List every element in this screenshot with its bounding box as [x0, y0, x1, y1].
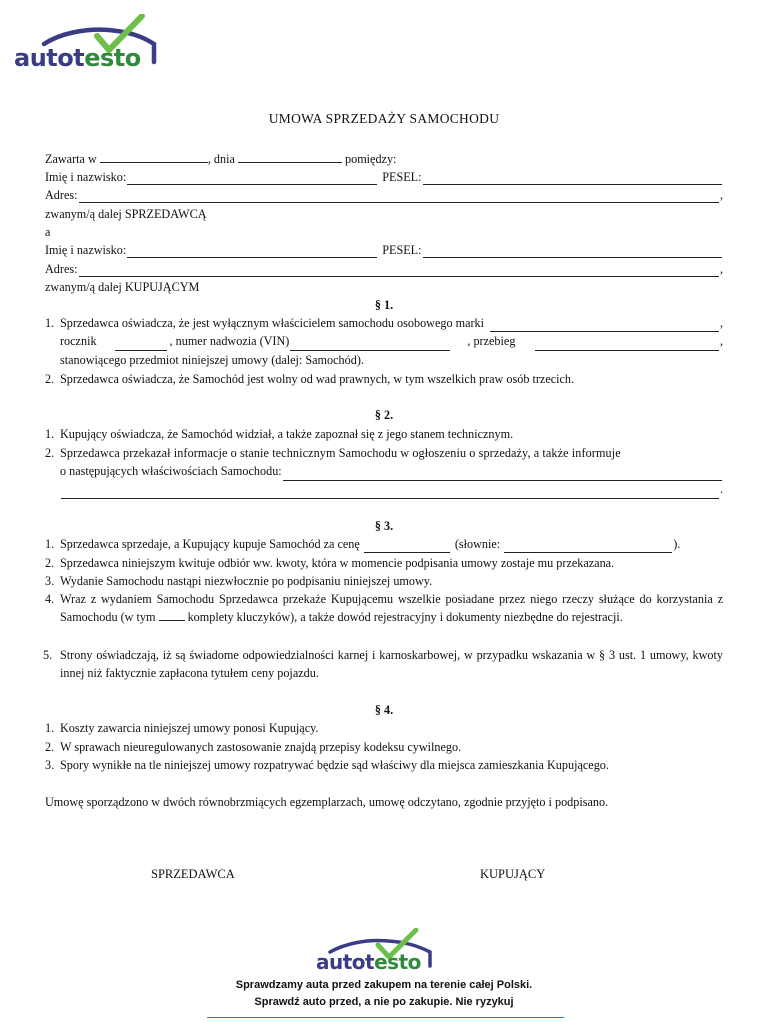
and-line: a: [45, 225, 51, 239]
s3-i4-text-a: Wraz z wydaniem Samochodu Sprzedawca przekaże Kupującemu wszelkie posiadane przez niego rzeczy służące do korzystania z Samochodu (w tym: [60, 592, 723, 625]
section-2-item-1: [45, 425, 723, 443]
seller-pesel-label: PESEL:: [382, 170, 422, 184]
seller-called-line: zwanym/ą dalej SPRZEDAWCĄ: [45, 207, 207, 221]
section-1-item-2: [45, 370, 723, 388]
section-4-item-3: [45, 756, 723, 774]
section-3-item-4: [45, 590, 723, 627]
s3-i2-text: Sprzedawca niniejszym kwituje odbiór ww. kwoty, która w momencie podpisania umowy zostaje mu przekazana.: [60, 556, 615, 570]
car-properties-field-2[interactable]: [61, 486, 719, 499]
buyer-name-label: Imię i nazwisko:: [45, 243, 127, 257]
buyer-address-row: Adres: ,: [45, 262, 723, 276]
price-field[interactable]: [364, 540, 450, 553]
seller-address-row: Adres: ,: [45, 188, 723, 202]
buyer-name-row: [45, 242, 723, 258]
s2-i1-text: Kupujący oświadcza, że Samochód widział, a także zapoznał się z jego stanem technicznym.: [60, 427, 514, 441]
document-title: UMOWA SPRZEDAŻY SAMOCHODU: [268, 111, 500, 126]
date-field[interactable]: [238, 151, 342, 163]
section-2-item-2: 2. Sprzedawca przekazał informacje o stanie technicznym Samochodu w ogłoszeniu o sprzedaży, a także informuje o następujących właściwościach Samochodu: .: [45, 444, 723, 499]
buyer-signature-label: KUPUJĄCY: [480, 867, 546, 881]
seller-address-field[interactable]: [79, 190, 719, 203]
between-label: pomiędzy:: [345, 152, 397, 166]
item-number: 3.: [45, 758, 55, 772]
seller-signature-label: SPRZEDAWCA: [151, 867, 235, 881]
closing-statement: Umowę sporządzono w dwóch równobrzmiących egzemplarzach, umowę odczytano, zgodnie przyjęto i podpisano.: [45, 795, 609, 809]
s1-i1-text-b: rocznik: [60, 334, 97, 349]
item-number: 1.: [45, 721, 55, 735]
section-1-heading: § 1.: [374, 298, 394, 312]
s3-i1-text-c: ).: [673, 537, 681, 551]
footer-divider: [207, 1017, 564, 1018]
s3-i4-text-b: komplety kluczyków), a także dowód rejestracyjny i dokumenty niezbędne do rejestracji.: [187, 610, 623, 625]
footer-tagline-2: Sprawdź auto przed, a nie po zakupie. Nie ryzykuj: [254, 996, 514, 1008]
s3-i1-text-b: (słownie:: [454, 537, 501, 551]
item-number: 2.: [45, 372, 55, 386]
s2-i2-text-b: o następujących właściwościach Samochodu:: [60, 464, 282, 479]
s1-i1-text-a: Sprzedawca oświadcza, że jest wyłącznym właścicielem samochodu osobowego marki: [60, 316, 485, 330]
footer-brand-logo[interactable]: [312, 928, 442, 978]
s4-i2-text: W sprawach nieuregulowanych zastosowanie znajdą przepisy kodeksu cywilnego.: [60, 740, 462, 754]
seller-address-label: Adres:: [45, 188, 78, 202]
buyer-pesel-label: PESEL:: [382, 243, 422, 257]
footer-brand-name-part2: esto: [374, 950, 421, 974]
brand-logo[interactable]: [14, 14, 164, 76]
section-4-heading: § 4.: [374, 703, 394, 717]
s3-i3-text: Wydanie Samochodu nastąpi niezwłocznie po podpisaniu niniejszej umowy.: [60, 574, 433, 588]
item-number: 2.: [45, 740, 55, 754]
section-2-heading: § 2.: [374, 408, 394, 422]
seller-name-row: [45, 169, 723, 185]
s4-i3-text: Spory wynikłe na tle niniejszej umowy rozpatrywać będzie sąd właściwy dla miejsca zamieszkania Kupującego.: [60, 758, 609, 772]
item-number: 4.: [45, 592, 55, 606]
contract-place-date-line: [45, 151, 396, 167]
car-properties-field[interactable]: [283, 468, 722, 481]
car-year-field[interactable]: [115, 338, 167, 351]
buyer-pesel-field[interactable]: [423, 245, 722, 258]
date-label: , dnia: [207, 152, 235, 166]
s1-i2-text: Sprzedawca oświadcza, że Samochód jest wolny od wad prawnych, w tym wszelkich praw osób trzecich.: [60, 372, 575, 386]
footer-brand-wordmark: [316, 950, 421, 974]
brand-wordmark: [14, 44, 141, 72]
section-1-item-1: 1. Sprzedawca oświadcza, że jest wyłącznym właścicielem samochodu osobowego marki , rocznik , numer nadwozia (VIN) , przebieg , stanowiącego przedmiot niniejszej umowy (dalej: Samochód).: [45, 314, 723, 369]
s3-i1-text-a: Sprzedawca sprzedaje, a Kupujący kupuje Samochód za cenę: [60, 537, 360, 551]
seller-name-field[interactable]: [127, 172, 377, 185]
item-number: 2.: [45, 446, 55, 460]
s1-i1-text-c: , numer nadwozia (VIN): [169, 334, 290, 349]
s3-i5-text: Strony oświadczają, iż są świadome odpowiedzialności karnej i karnoskarbowej, w przypadku wskazania w § 3 ust. 1 umowy, kwoty innej niż faktycznie zapłacona tytułem ceny pojazdu.: [60, 648, 723, 681]
section-3-heading: § 3.: [374, 519, 394, 533]
buyer-called-line: zwanym/ą dalej KUPUJĄCYM: [45, 280, 200, 294]
footer-tagline-1: Sprawdzamy auta przed zakupem na terenie całej Polski.: [235, 979, 533, 991]
s1-i1-text-d: , przebieg: [467, 334, 516, 349]
vin-field[interactable]: [290, 338, 450, 351]
buyer-address-field[interactable]: [79, 264, 719, 277]
section-3-item-2: [45, 554, 723, 572]
brand-name-part2: esto: [84, 44, 141, 72]
item-number: 5.: [43, 648, 53, 662]
item-number: 1.: [45, 537, 55, 551]
s1-i1-text-e: stanowiącego przedmiot niniejszej umowy (dalej: Samochód).: [60, 352, 364, 367]
key-sets-field[interactable]: [159, 609, 185, 621]
footer-brand-name-part1: autot: [316, 950, 375, 974]
item-number: 2.: [45, 556, 55, 570]
item-number: 1.: [45, 316, 55, 330]
contracted-in-label: Zawarta w: [45, 152, 97, 166]
s4-i1-text: Koszty zawarcia niniejszej umowy ponosi Kupujący.: [60, 721, 319, 735]
price-words-field[interactable]: [504, 540, 672, 553]
item-number: 3.: [45, 574, 55, 588]
car-make-field[interactable]: [490, 319, 719, 332]
mileage-field[interactable]: [535, 338, 719, 351]
section-4-item-1: [45, 719, 723, 737]
place-field[interactable]: [100, 151, 208, 163]
s2-i2-text-a: Sprzedawca przekazał informacje o stanie technicznym Samochodu w ogłoszeniu o sprzedaży, a także informuje: [60, 446, 621, 460]
section-4-item-2: [45, 738, 723, 756]
section-3-item-5: [43, 646, 723, 683]
section-3-item-3: [45, 572, 723, 590]
buyer-name-field[interactable]: [127, 245, 377, 258]
buyer-address-label: Adres:: [45, 262, 78, 276]
seller-name-label: Imię i nazwisko:: [45, 170, 127, 184]
section-3-item-1: [45, 535, 723, 553]
seller-pesel-field[interactable]: [423, 172, 722, 185]
item-number: 1.: [45, 427, 55, 441]
brand-name-part1: autot: [14, 44, 85, 72]
